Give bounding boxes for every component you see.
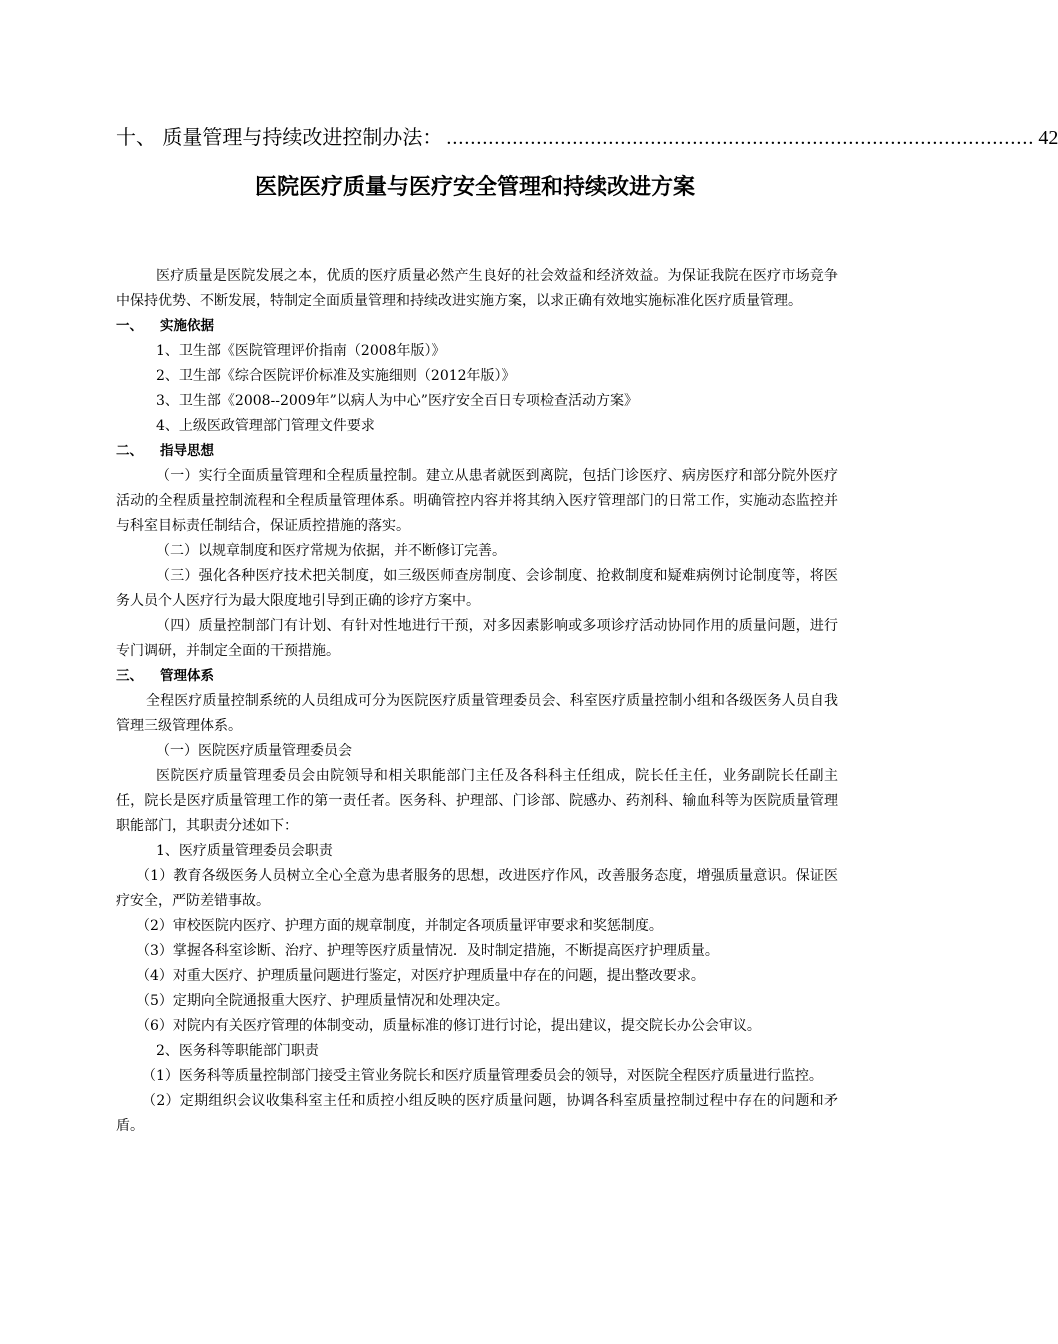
section-title: 管理体系 — [160, 668, 214, 684]
subsection-heading: （一）医院医疗质量管理委员会 — [156, 743, 352, 759]
toc-leader-dots: .................................................................................................. — [446, 127, 1035, 149]
section-number: 一、 — [116, 318, 143, 334]
duty-item: （1）教育各级医务人员树立全心全意为患者服务的思想，改进医疗作风，改善服务态度，增强质量意识。保证医疗安全，严防差错事故。 — [116, 868, 838, 909]
intro-paragraph: 医疗质量是医院发展之本，优质的医疗质量必然产生良好的社会效益和经济效益。为保证我院在医疗市场竞争中保持优势、不断发展，特制定全面质量管理和持续改进实施方案，以求正确有效地实施标准化医疗质量管理。 — [116, 268, 838, 309]
duty-heading: 2、医务科等职能部门职责 — [156, 1043, 319, 1059]
duty-item: （5）定期向全院通报重大医疗、护理质量情况和处理决定。 — [136, 993, 509, 1009]
section-heading-3 — [116, 664, 838, 689]
basis-item: 3、卫生部《2008--2009年”以病人为中心”医疗安全百日专项检查活动方案》 — [156, 393, 638, 409]
document-title: 医院医疗质量与医疗安全管理和持续改进方案 — [254, 175, 695, 200]
section-title: 指导思想 — [160, 443, 214, 459]
duty-item: （4）对重大医疗、护理质量问题进行鉴定，对医疗护理质量中存在的问题，提出整改要求。 — [136, 968, 705, 984]
section-heading-2 — [116, 439, 838, 464]
duty-item: （1）医务科等质量控制部门接受主管业务院长和医疗质量管理委员会的领导，对医院全程医疗质量进行监控。 — [142, 1068, 823, 1084]
guideline-paragraph: （一）实行全面质量管理和全程质量控制。建立从患者就医到离院，包括门诊医疗、病房医疗和部分院外医疗活动的全程质量控制流程和全程质量管理体系。明确管控内容并将其纳入医疗管理部门的日常工作，实施动态监控并与科室目标责任制结合，保证质控措施的落实。 — [116, 468, 838, 534]
basis-item: 2、卫生部《综合医院评价标准及实施细则（2012年版）》 — [156, 368, 516, 384]
section-heading-1 — [116, 314, 838, 339]
system-intro-paragraph: 全程医疗质量控制系统的人员组成可分为医院医疗质量管理委员会、科室医疗质量控制小组和各级医务人员自我管理三级管理体系。 — [116, 693, 838, 734]
duty-item: （3）掌握各科室诊断、治疗、护理等医疗质量情况．及时制定措施，不断提高医疗护理质量。 — [136, 943, 719, 959]
toc-entry-title: 十、 质量管理与持续改进控制办法： — [116, 125, 443, 149]
basis-item: 4、上级医政管理部门管理文件要求 — [156, 418, 375, 434]
section-title: 实施依据 — [160, 318, 214, 334]
section-number: 二、 — [116, 443, 143, 459]
committee-paragraph: 医院医疗质量管理委员会由院领导和相关职能部门主任及各科科主任组成，院长任主任，业务副院长任副主任，院长是医疗质量管理工作的第一责任者。医务科、护理部、门诊部、院感办、药剂科、输血科等为医院质量管理职能部门，其职责分述如下： — [116, 768, 838, 834]
basis-item: 1、卫生部《医院管理评价指南（2008年版）》 — [156, 343, 446, 359]
toc-entry[interactable] — [116, 124, 1058, 151]
duty-item: （6）对院内有关医疗管理的体制变动，质量标准的修订进行讨论，提出建议，提交院长办公会审议。 — [136, 1018, 761, 1034]
toc-page-number: 42 — [1038, 127, 1058, 149]
guideline-paragraph: （二）以规章制度和医疗常规为依据，并不断修订完善。 — [156, 543, 506, 559]
guideline-paragraph: （三）强化各种医疗技术把关制度，如三级医师查房制度、会诊制度、抢救制度和疑难病例讨论制度等，将医务人员个人医疗行为最大限度地引导到正确的诊疗方案中。 — [116, 568, 838, 609]
section-number: 三、 — [116, 668, 143, 684]
document-body — [116, 264, 838, 1139]
duty-heading: 1、医疗质量管理委员会职责 — [156, 843, 333, 859]
guideline-paragraph: （四）质量控制部门有计划、有针对性地进行干预，对多因素影响或多项诊疗活动协同作用的质量问题，进行专门调研，并制定全面的干预措施。 — [116, 618, 838, 659]
duty-item: （2）定期组织会议收集科室主任和质控小组反映的医疗质量问题，协调各科室质量控制过程中存在的问题和矛盾。 — [116, 1093, 838, 1134]
duty-item: （2）审校医院内医疗、护理方面的规章制度，并制定各项质量评审要求和奖惩制度。 — [136, 918, 663, 934]
